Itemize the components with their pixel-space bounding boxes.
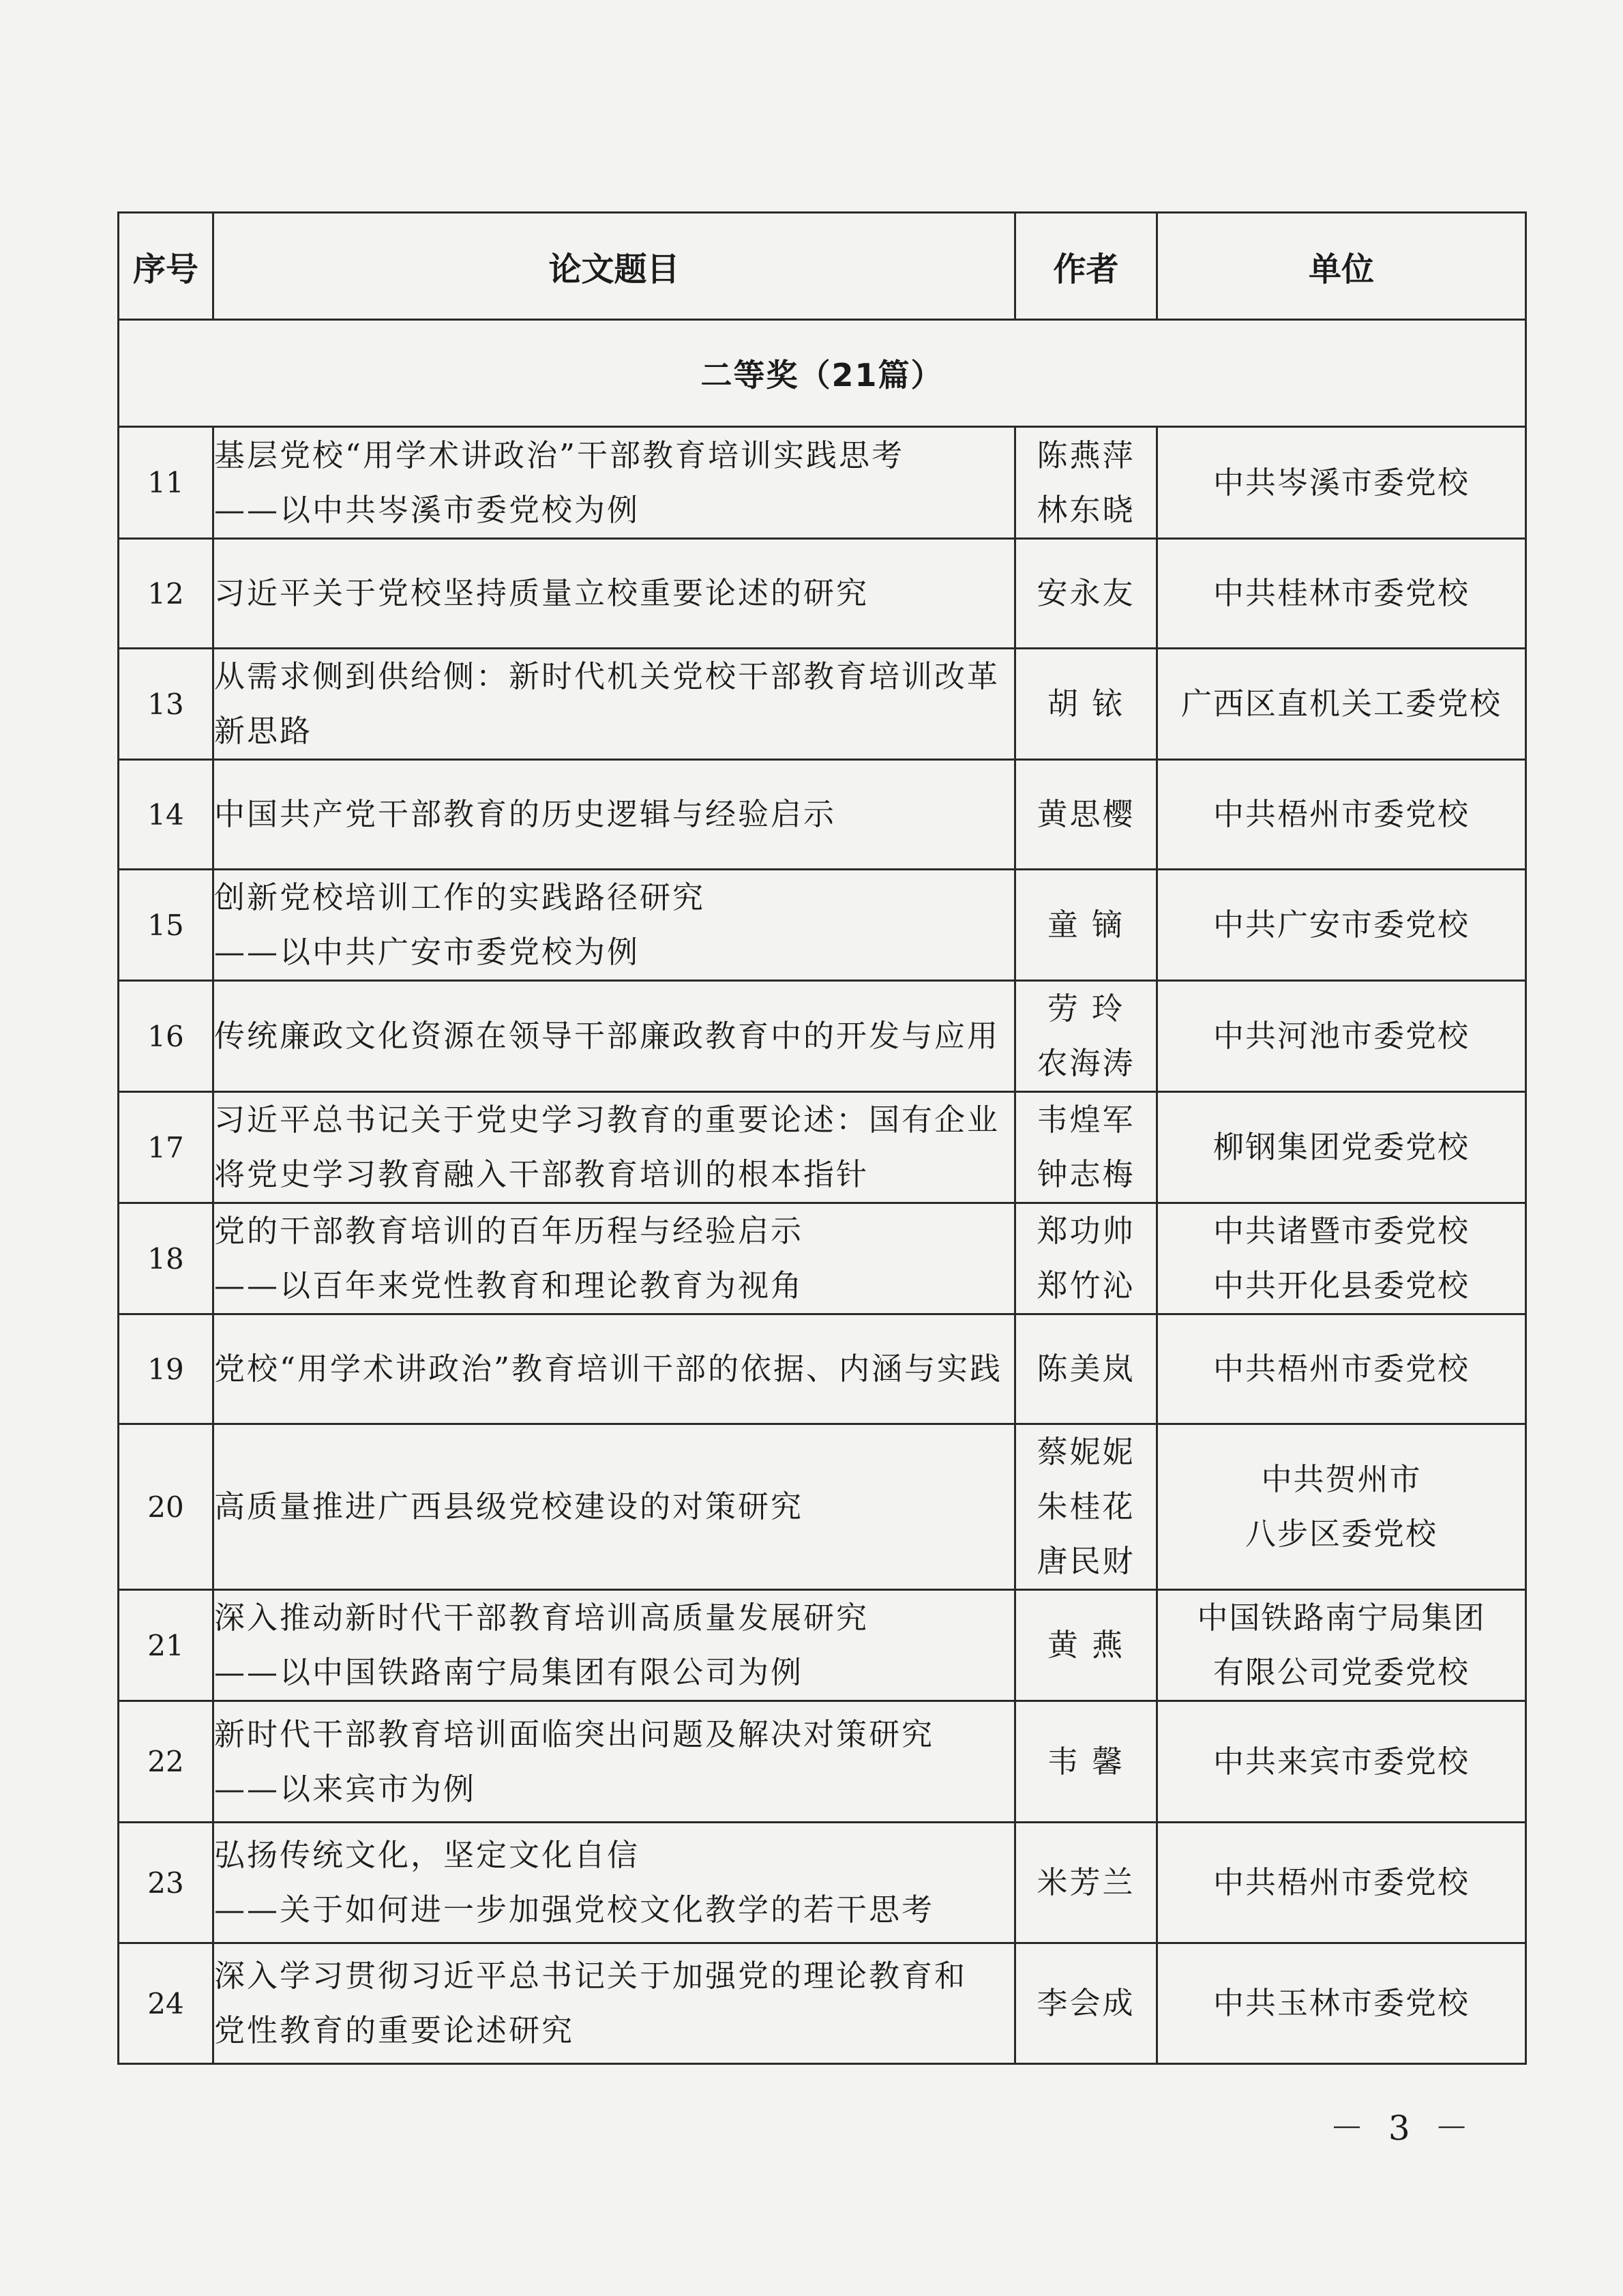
award-list-table xyxy=(117,211,1527,2065)
unit-line: 中共贺州市 xyxy=(1261,1461,1422,1497)
unit-line: 有限公司党委党校 xyxy=(1212,1654,1470,1690)
row-authors xyxy=(1015,1092,1157,1203)
table-row xyxy=(119,870,1526,981)
row-title xyxy=(213,1823,1015,1943)
row-title xyxy=(213,539,1015,649)
row-title xyxy=(213,1092,1015,1203)
row-unit xyxy=(1157,539,1526,649)
row-title xyxy=(213,1203,1015,1314)
table-row xyxy=(119,427,1526,539)
author-name: 安永友 xyxy=(1037,575,1135,611)
row-authors xyxy=(1015,539,1157,649)
author-name: 黄思樱 xyxy=(1037,796,1135,832)
title-line: 从需求侧到供给侧：新时代机关党校干部教育培训改革 xyxy=(214,658,1000,694)
author-name: 唐民财 xyxy=(1037,1543,1135,1579)
author-name: 胡 铱 xyxy=(1047,686,1125,722)
unit-line: 中共来宾市委党校 xyxy=(1212,1743,1470,1780)
row-authors xyxy=(1015,1424,1157,1590)
unit-line: 中国铁路南宁局集团 xyxy=(1197,1600,1486,1636)
title-line: 习近平总书记关于党史学习教育的重要论述：国有企业 xyxy=(214,1102,1000,1138)
row-authors xyxy=(1015,649,1157,760)
title-line: 新思路 xyxy=(214,713,313,749)
author-name: 黄 燕 xyxy=(1047,1627,1125,1663)
unit-line: 柳钢集团党委党校 xyxy=(1212,1129,1470,1165)
row-index: 20 xyxy=(119,1424,213,1590)
author-name: 农海涛 xyxy=(1037,1045,1135,1081)
unit-line: 中共玉林市委党校 xyxy=(1212,1985,1470,2021)
row-unit xyxy=(1157,1823,1526,1943)
title-line: 习近平关于党校坚持质量立校重要论述的研究 xyxy=(214,575,869,611)
author-name: 劳 玲 xyxy=(1047,990,1125,1027)
section-label: 二等奖（21篇） xyxy=(119,320,1526,427)
row-index: 24 xyxy=(119,1943,213,2064)
unit-line: 中共梧州市委党校 xyxy=(1212,1351,1470,1387)
title-line: ——关于如何进一步加强党校文化教学的若干思考 xyxy=(214,1892,935,1928)
unit-line: 中共梧州市委党校 xyxy=(1212,796,1470,832)
row-title xyxy=(213,1424,1015,1590)
table-row xyxy=(119,1424,1526,1590)
author-name: 陈燕萍 xyxy=(1037,437,1135,473)
unit-line: 中共桂林市委党校 xyxy=(1212,575,1470,611)
row-unit xyxy=(1157,981,1526,1092)
row-authors xyxy=(1015,1823,1157,1943)
unit-line: 中共广安市委党校 xyxy=(1212,907,1470,943)
row-unit xyxy=(1157,649,1526,760)
author-name: 韦 馨 xyxy=(1047,1743,1125,1780)
row-unit xyxy=(1157,1701,1526,1823)
unit-line: 中共开化县委党校 xyxy=(1212,1267,1470,1304)
table-row xyxy=(119,1701,1526,1823)
title-line: ——以百年来党性教育和理论教育为视角 xyxy=(214,1267,804,1304)
row-authors xyxy=(1015,981,1157,1092)
row-unit xyxy=(1157,1943,1526,2064)
table-row xyxy=(119,760,1526,870)
title-line: 传统廉政文化资源在领导干部廉政教育中的开发与应用 xyxy=(214,1018,1000,1054)
title-line: 基层党校“用学术讲政治”干部教育培训实践思考 xyxy=(214,437,905,473)
title-line: ——以中国铁路南宁局集团有限公司为例 xyxy=(214,1654,804,1690)
row-index: 12 xyxy=(119,539,213,649)
title-line: 新时代干部教育培训面临突出问题及解决对策研究 xyxy=(214,1716,935,1752)
row-authors xyxy=(1015,870,1157,981)
unit-line: 广西区直机关工委党校 xyxy=(1180,686,1502,722)
row-title xyxy=(213,981,1015,1092)
author-name: 陈美岚 xyxy=(1037,1351,1135,1387)
unit-line: 中共河池市委党校 xyxy=(1212,1018,1470,1054)
title-line: 将党史学习教育融入干部教育培训的根本指针 xyxy=(214,1156,869,1192)
author-name: 米芳兰 xyxy=(1037,1864,1135,1900)
unit-line: 中共诸暨市委党校 xyxy=(1212,1213,1470,1249)
header-author: 作者 xyxy=(1015,213,1157,320)
header-unit: 单位 xyxy=(1157,213,1526,320)
table-row xyxy=(119,649,1526,760)
row-unit xyxy=(1157,870,1526,981)
row-index: 13 xyxy=(119,649,213,760)
header-title: 论文题目 xyxy=(213,213,1015,320)
row-title xyxy=(213,1314,1015,1424)
row-unit xyxy=(1157,1203,1526,1314)
row-unit xyxy=(1157,427,1526,539)
row-title xyxy=(213,760,1015,870)
row-index: 18 xyxy=(119,1203,213,1314)
row-title xyxy=(213,1943,1015,2064)
row-unit xyxy=(1157,760,1526,870)
row-authors xyxy=(1015,1590,1157,1701)
row-index: 11 xyxy=(119,427,213,539)
title-line: 弘扬传统文化，坚定文化自信 xyxy=(214,1837,640,1873)
row-index: 21 xyxy=(119,1590,213,1701)
table-row xyxy=(119,1823,1526,1943)
author-name: 林东晓 xyxy=(1037,491,1135,528)
row-title xyxy=(213,649,1015,760)
title-line: 深入学习贯彻习近平总书记关于加强党的理论教育和 xyxy=(214,1958,968,1994)
row-index: 23 xyxy=(119,1823,213,1943)
author-name: 李会成 xyxy=(1037,1985,1135,2021)
author-name: 蔡妮妮 xyxy=(1037,1434,1135,1470)
title-line: 深入推动新时代干部教育培训高质量发展研究 xyxy=(214,1600,869,1636)
row-title xyxy=(213,1701,1015,1823)
row-authors xyxy=(1015,1203,1157,1314)
unit-line: 中共梧州市委党校 xyxy=(1212,1864,1470,1900)
row-authors xyxy=(1015,1943,1157,2064)
table-row xyxy=(119,1943,1526,2064)
title-line: 党校“用学术讲政治”教育培训干部的依据、内涵与实践 xyxy=(214,1351,1003,1387)
row-authors xyxy=(1015,760,1157,870)
row-unit xyxy=(1157,1092,1526,1203)
title-line: 中国共产党干部教育的历史逻辑与经验启示 xyxy=(214,796,837,832)
page-number: － 3 － xyxy=(1330,2108,1476,2148)
table-row xyxy=(119,1314,1526,1424)
title-line: ——以来宾市为例 xyxy=(214,1770,477,1807)
header-index: 序号 xyxy=(119,213,213,320)
row-index: 22 xyxy=(119,1701,213,1823)
row-title xyxy=(213,1590,1015,1701)
author-name: 韦煌军 xyxy=(1037,1102,1135,1138)
section-row xyxy=(119,320,1526,427)
title-line: 创新党校培训工作的实践路径研究 xyxy=(214,879,706,915)
author-name: 童 镝 xyxy=(1047,907,1125,943)
row-unit xyxy=(1157,1314,1526,1424)
table-row xyxy=(119,1092,1526,1203)
row-index: 14 xyxy=(119,760,213,870)
author-name: 朱桂花 xyxy=(1037,1488,1135,1525)
row-authors xyxy=(1015,1701,1157,1823)
table-row xyxy=(119,539,1526,649)
row-index: 15 xyxy=(119,870,213,981)
unit-line: 八步区委党校 xyxy=(1245,1516,1438,1552)
row-index: 19 xyxy=(119,1314,213,1424)
author-name: 郑功帅 xyxy=(1037,1213,1135,1249)
title-line: ——以中共广安市委党校为例 xyxy=(214,934,640,970)
row-index: 16 xyxy=(119,981,213,1092)
title-line: 党性教育的重要论述研究 xyxy=(214,2012,575,2048)
table-row xyxy=(119,1203,1526,1314)
title-line: 高质量推进广西县级党校建设的对策研究 xyxy=(214,1488,804,1525)
row-unit xyxy=(1157,1424,1526,1590)
author-name: 钟志梅 xyxy=(1037,1156,1135,1192)
table-header-row xyxy=(119,213,1526,320)
table-row xyxy=(119,1590,1526,1701)
title-line: ——以中共岑溪市委党校为例 xyxy=(214,491,640,528)
table-row xyxy=(119,981,1526,1092)
row-authors xyxy=(1015,427,1157,539)
row-unit xyxy=(1157,1590,1526,1701)
row-authors xyxy=(1015,1314,1157,1424)
row-index: 17 xyxy=(119,1092,213,1203)
author-name: 郑竹沁 xyxy=(1037,1267,1135,1304)
row-title xyxy=(213,427,1015,539)
unit-line: 中共岑溪市委党校 xyxy=(1212,464,1470,501)
row-title xyxy=(213,870,1015,981)
title-line: 党的干部教育培训的百年历程与经验启示 xyxy=(214,1213,804,1249)
